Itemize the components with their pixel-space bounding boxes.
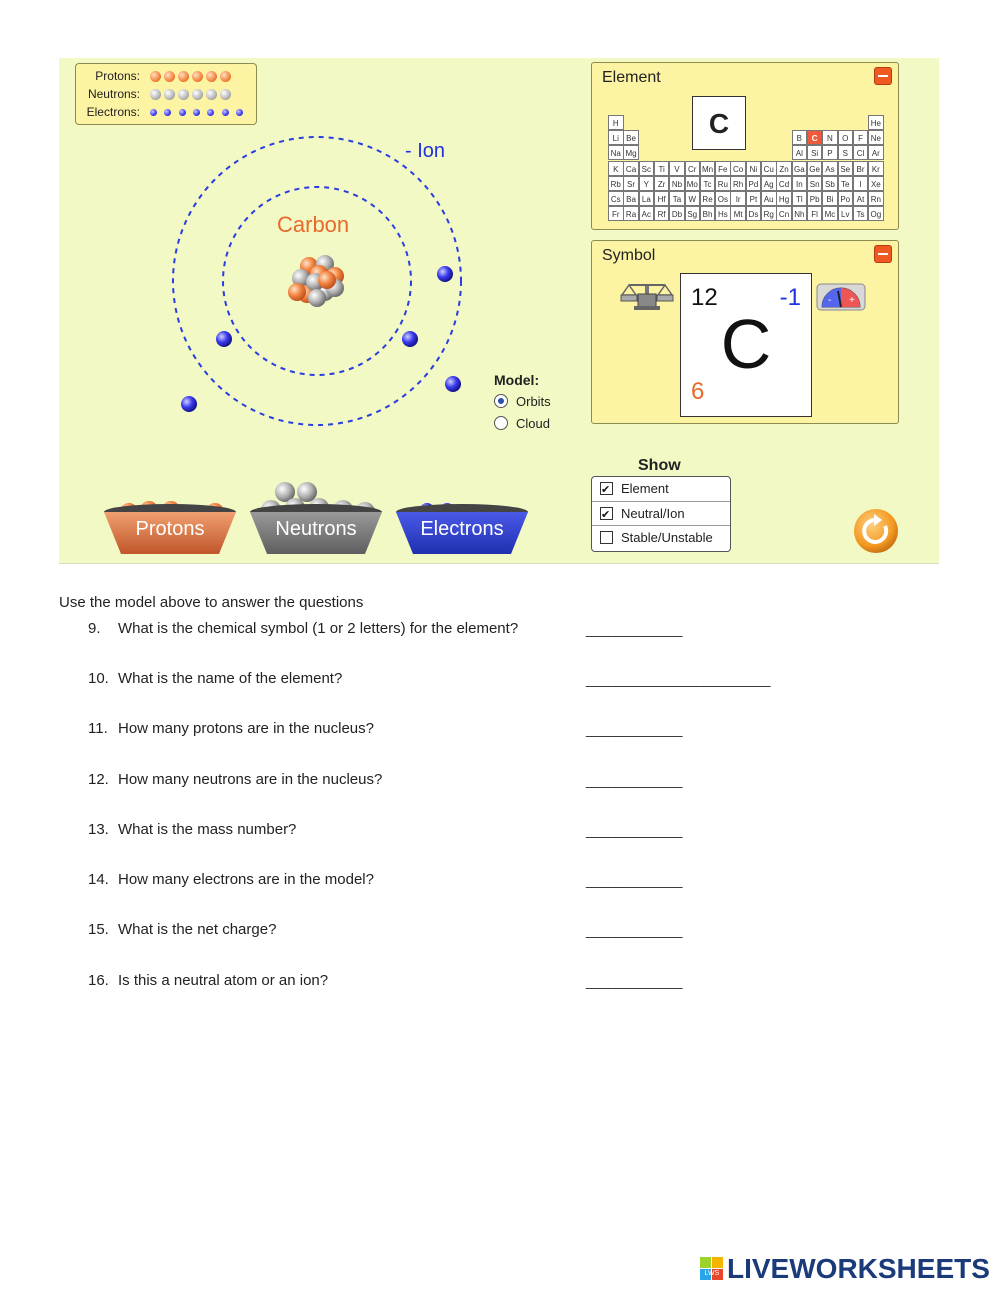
electron <box>437 266 453 282</box>
cloud-label: Cloud <box>516 416 550 431</box>
element-cell-db[interactable]: Db <box>669 206 685 221</box>
element-cell-v[interactable]: V <box>669 161 685 176</box>
electron-dot <box>193 109 200 116</box>
element-cell-pd[interactable]: Pd <box>746 176 762 191</box>
svg-text:+: + <box>849 295 855 306</box>
question-16 <box>88 972 328 989</box>
question-number: 16. <box>88 972 109 989</box>
element-cell-be[interactable]: Be <box>623 130 639 145</box>
element-cell-ge[interactable]: Ge <box>807 161 823 176</box>
element-cell-ac[interactable]: Ac <box>639 206 655 221</box>
neutrons-bucket-label: Neutrons <box>275 518 357 540</box>
element-cell-ds[interactable]: Ds <box>746 206 762 221</box>
electron-dot <box>207 109 214 116</box>
question-10 <box>88 670 342 687</box>
unchecked-icon[interactable] <box>600 531 613 544</box>
answer-blank[interactable]: _____________ <box>586 872 682 889</box>
selected-element-symbol: C <box>692 96 746 150</box>
element-cell-se[interactable]: Se <box>838 161 854 176</box>
electron <box>402 331 418 347</box>
atomic-number: 6 <box>691 378 705 405</box>
element-cell-fl[interactable]: Fl <box>807 206 823 221</box>
answer-blank[interactable]: _____________ <box>586 772 682 789</box>
element-cell-na[interactable]: Na <box>608 145 624 160</box>
reset-button[interactable] <box>853 508 899 554</box>
element-cell-mt[interactable]: Mt <box>730 206 746 221</box>
element-cell-ne[interactable]: Ne <box>868 130 884 145</box>
show-stable-unstable-checkbox[interactable]: Stable/Unstable <box>592 525 730 549</box>
electron-dot <box>164 109 171 116</box>
element-cell-au[interactable]: Au <box>761 191 777 206</box>
question-11 <box>88 720 374 737</box>
liveworksheets-logo-icon <box>700 1257 724 1281</box>
answer-blank[interactable]: _________________________ <box>586 671 770 688</box>
element-cell-rn[interactable]: Rn <box>868 191 884 206</box>
element-cell-cn[interactable]: Cn <box>776 206 792 221</box>
liveworksheets-brand <box>700 1255 992 1285</box>
symbol-panel-title: Symbol <box>602 247 656 264</box>
element-cell-w[interactable]: W <box>685 191 701 206</box>
particle-count-legend <box>75 63 257 125</box>
element-cell-k[interactable]: K <box>608 161 624 176</box>
scale-icon <box>620 281 674 311</box>
question-text: What is the chemical symbol (1 or 2 letters) for the element? <box>118 620 519 637</box>
element-cell-h[interactable]: H <box>608 115 624 130</box>
element-cell-ar[interactable]: Ar <box>868 145 884 160</box>
element-cell-mo[interactable]: Mo <box>685 176 701 191</box>
periodic-table <box>608 115 884 223</box>
element-cell-rh[interactable]: Rh <box>730 176 746 191</box>
question-13 <box>88 821 296 838</box>
element-cell-n[interactable]: N <box>822 130 838 145</box>
element-cell-bh[interactable]: Bh <box>700 206 716 221</box>
electron <box>216 331 232 347</box>
element-cell-zr[interactable]: Zr <box>654 176 670 191</box>
element-panel <box>591 62 899 230</box>
element-cell-hs[interactable]: Hs <box>715 206 731 221</box>
atom-orbit-diagram <box>159 128 489 438</box>
question-text: How many neutrons are in the nucleus? <box>118 771 383 788</box>
element-cell-ga[interactable]: Ga <box>792 161 808 176</box>
show-element-checkbox[interactable]: ✔Element <box>592 477 730 501</box>
checked-icon[interactable] <box>600 507 613 520</box>
radio-unselected-icon[interactable] <box>494 416 508 430</box>
question-text: Is this a neutral atom or an ion? <box>118 972 329 989</box>
answer-blank[interactable]: _____________ <box>586 721 682 738</box>
electron-dot <box>150 109 157 116</box>
svg-text:-: - <box>828 295 832 306</box>
element-cell-ts[interactable]: Ts <box>853 206 869 221</box>
element-name-label: Carbon <box>277 212 350 237</box>
electrons-bucket-label: Electrons <box>420 518 504 540</box>
element-cell-cd[interactable]: Cd <box>776 176 792 191</box>
ion-label: - Ion <box>405 140 446 162</box>
worksheet-intro: Use the model above to answer the questions <box>59 594 364 611</box>
element-cell-mn[interactable]: Mn <box>700 161 716 176</box>
question-12 <box>88 771 382 788</box>
show-title: Show <box>638 457 681 474</box>
element-cell-cu[interactable]: Cu <box>761 161 777 176</box>
element-cell-ag[interactable]: Ag <box>761 176 777 191</box>
question-number: 13. <box>88 821 109 838</box>
orbits-label: Orbits <box>516 394 551 409</box>
element-symbol: C <box>720 305 772 383</box>
element-cell-p[interactable]: P <box>822 145 838 160</box>
minimize-symbol-panel-button[interactable] <box>874 245 892 263</box>
element-cell-nh[interactable]: Nh <box>792 206 808 221</box>
element-cell-pt[interactable]: Pt <box>746 191 762 206</box>
element-cell-br[interactable]: Br <box>853 161 869 176</box>
proton-dot <box>150 71 161 82</box>
element-cell-os[interactable]: Os <box>715 191 731 206</box>
electron-dot <box>222 109 229 116</box>
question-number: 9. <box>88 620 101 637</box>
neutron-dot <box>178 89 189 100</box>
proton-dot <box>192 71 203 82</box>
electron-dot <box>179 109 186 116</box>
liveworksheets-wordmark: LIVEWORKSHEETS <box>727 1253 990 1284</box>
question-number: 11. <box>88 720 108 737</box>
element-cell-te[interactable]: Te <box>838 176 854 191</box>
element-cell-sb[interactable]: Sb <box>822 176 838 191</box>
element-cell-sr[interactable]: Sr <box>623 176 639 191</box>
electrons-bucket[interactable] <box>395 500 529 556</box>
element-cell-tl[interactable]: Tl <box>792 191 808 206</box>
element-cell-ta[interactable]: Ta <box>669 191 685 206</box>
question-text: What is the name of the element? <box>118 670 343 687</box>
protons-legend-label: Protons: <box>95 69 140 83</box>
element-cell-y[interactable]: Y <box>639 176 655 191</box>
element-cell-fr[interactable]: Fr <box>608 206 624 221</box>
element-cell-o[interactable]: O <box>838 130 854 145</box>
neutrons-legend-label: Neutrons: <box>87 87 140 101</box>
proton-dot <box>220 71 231 82</box>
neutron-dot <box>206 89 217 100</box>
element-cell-sc[interactable]: Sc <box>639 161 655 176</box>
element-cell-la[interactable]: La <box>639 191 655 206</box>
charge-meter-icon <box>816 283 866 311</box>
element-cell-rb[interactable]: Rb <box>608 176 624 191</box>
element-cell-si[interactable]: Si <box>807 145 823 160</box>
element-cell-hf[interactable]: Hf <box>654 191 670 206</box>
proton-dot <box>206 71 217 82</box>
element-cell-tc[interactable]: Tc <box>700 176 716 191</box>
element-panel-title: Element <box>602 69 661 86</box>
element-cell-al[interactable]: Al <box>792 145 808 160</box>
element-cell-c[interactable]: C <box>807 130 823 145</box>
proton-dot <box>178 71 189 82</box>
element-cell-cs[interactable]: Cs <box>608 191 624 206</box>
element-cell-kr[interactable]: Kr <box>868 161 884 176</box>
question-number: 15. <box>88 921 109 938</box>
element-cell-s[interactable]: S <box>838 145 854 160</box>
question-text: What is the net charge? <box>118 921 277 938</box>
element-cell-sg[interactable]: Sg <box>685 206 701 221</box>
atom-simulation <box>59 58 939 564</box>
element-cell-hg[interactable]: Hg <box>776 191 792 206</box>
element-cell-rf[interactable]: Rf <box>654 206 670 221</box>
question-text: How many electrons are in the model? <box>118 871 374 888</box>
element-cell-xe[interactable]: Xe <box>868 176 884 191</box>
electrons-legend-label: Electrons: <box>86 105 140 119</box>
question-14 <box>88 871 374 888</box>
element-cell-ru[interactable]: Ru <box>715 176 731 191</box>
element-cell-in[interactable]: In <box>792 176 808 191</box>
question-15 <box>88 921 276 938</box>
element-cell-ba[interactable]: Ba <box>623 191 639 206</box>
question-number: 12. <box>88 771 109 788</box>
element-cell-cl[interactable]: Cl <box>853 145 869 160</box>
element-cell-mg[interactable]: Mg <box>623 145 639 160</box>
question-number: 14. <box>88 871 109 888</box>
neutron-dot <box>220 89 231 100</box>
element-cell-co[interactable]: Co <box>730 161 746 176</box>
element-cell-ir[interactable]: Ir <box>730 191 746 206</box>
show-neutral-ion-checkbox[interactable]: ✔Neutral/Ion <box>592 501 730 525</box>
electron-dot <box>236 109 243 116</box>
element-cell-lv[interactable]: Lv <box>838 206 854 221</box>
element-cell-f[interactable]: F <box>853 130 869 145</box>
element-cell-ra[interactable]: Ra <box>623 206 639 221</box>
answer-blank[interactable]: _____________ <box>586 973 682 990</box>
question-number: 10. <box>88 670 109 687</box>
element-cell-as[interactable]: As <box>822 161 838 176</box>
electron <box>181 396 197 412</box>
element-cell-at[interactable]: At <box>853 191 869 206</box>
element-cell-sn[interactable]: Sn <box>807 176 823 191</box>
element-cell-og[interactable]: Og <box>868 206 884 221</box>
protons-bucket-label: Protons <box>135 518 205 540</box>
model-orbits-radio[interactable] <box>494 394 551 409</box>
element-cell-pb[interactable]: Pb <box>807 191 823 206</box>
element-cell-li[interactable]: Li <box>608 130 624 145</box>
answer-blank[interactable]: _____________ <box>586 621 682 638</box>
mass-number: 12 <box>691 284 718 311</box>
model-cloud-radio[interactable] <box>494 416 550 431</box>
answer-blank[interactable]: _____________ <box>586 922 682 939</box>
element-cell-he[interactable]: He <box>868 115 884 130</box>
element-cell-nb[interactable]: Nb <box>669 176 685 191</box>
element-cell-ni[interactable]: Ni <box>746 161 762 176</box>
checked-icon[interactable] <box>600 482 613 495</box>
show-options <box>591 476 731 552</box>
element-cell-b[interactable]: B <box>792 130 808 145</box>
neutron-dot <box>150 89 161 100</box>
neutron-dot <box>192 89 203 100</box>
atom-symbol-card <box>680 273 812 417</box>
minimize-element-panel-button[interactable] <box>874 67 892 85</box>
question-text: How many protons are in the nucleus? <box>118 720 374 737</box>
nucleus <box>288 255 344 307</box>
answer-blank[interactable]: _____________ <box>586 822 682 839</box>
element-cell-i[interactable]: I <box>853 176 869 191</box>
model-label: Model: <box>494 372 540 388</box>
element-cell-ti[interactable]: Ti <box>654 161 670 176</box>
svg-text:LWS: LWS <box>704 1270 720 1277</box>
element-cell-mc[interactable]: Mc <box>822 206 838 221</box>
element-cell-rg[interactable]: Rg <box>761 206 777 221</box>
protons-bucket[interactable] <box>103 500 237 556</box>
symbol-panel <box>591 240 899 424</box>
net-charge: -1 <box>779 284 801 311</box>
element-cell-fe[interactable]: Fe <box>715 161 731 176</box>
proton-dot <box>164 71 175 82</box>
element-cell-cr[interactable]: Cr <box>685 161 701 176</box>
neutron-dot <box>164 89 175 100</box>
radio-selected-icon[interactable] <box>494 394 508 408</box>
element-cell-po[interactable]: Po <box>838 191 854 206</box>
neutrons-bucket[interactable] <box>249 482 383 556</box>
element-cell-ca[interactable]: Ca <box>623 161 639 176</box>
electron <box>445 376 461 392</box>
question-9 <box>88 620 518 637</box>
question-text: What is the mass number? <box>118 821 297 838</box>
element-cell-bi[interactable]: Bi <box>822 191 838 206</box>
element-cell-zn[interactable]: Zn <box>776 161 792 176</box>
element-cell-re[interactable]: Re <box>700 191 716 206</box>
